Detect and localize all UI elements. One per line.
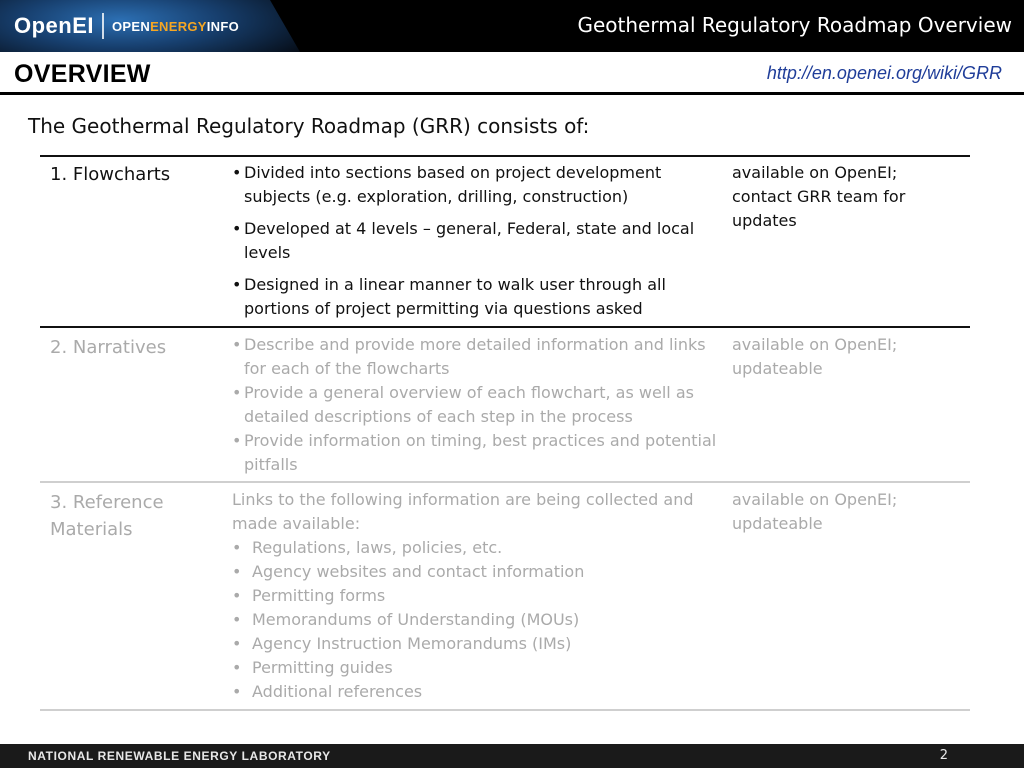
- header-bar: [0, 0, 1024, 52]
- row-reference-label-line1: 3. Reference: [50, 492, 164, 513]
- list-item: • Agency websites and contact information: [232, 560, 722, 584]
- section-title: OVERVIEW: [14, 60, 151, 88]
- footer-bar: [0, 744, 1024, 768]
- row-flowcharts-details: [232, 161, 722, 321]
- row-reference-status: available on OpenEI; updateable: [732, 490, 898, 533]
- list-item: • Designed in a linear manner to walk user through all portions of project permitting via questions asked: [232, 273, 722, 321]
- table-bottom-rule: [40, 709, 970, 711]
- list-item: • Describe and provide more detailed information and links for each of the flowcharts: [232, 333, 722, 381]
- row-narratives-details: [232, 333, 722, 477]
- grr-wiki-link[interactable]: http://en.openei.org/wiki/GRR: [766, 63, 1002, 83]
- row-divider-1: [40, 326, 970, 328]
- row-narratives-label: 2. Narratives: [50, 337, 167, 358]
- row-narratives-status: available on OpenEI; updateable: [732, 335, 898, 378]
- intro-text: The Geothermal Regulatory Roadmap (GRR) consists of:: [28, 114, 590, 138]
- slide-header-title: Geothermal Regulatory Roadmap Overview: [577, 13, 1012, 37]
- list-item: • Developed at 4 levels – general, Federal, state and local levels: [232, 217, 722, 265]
- list-item: • Agency Instruction Memorandums (IMs): [232, 632, 722, 656]
- row-divider-2: [40, 481, 970, 483]
- list-item: • Permitting guides: [232, 656, 722, 680]
- row-reference-label-line2: Materials: [50, 519, 133, 540]
- logo-main-text: OpenEI: [14, 13, 95, 38]
- logo-sub-text: OPENENERGYINFO: [112, 18, 240, 34]
- row-flowcharts-label: 1. Flowcharts: [50, 164, 171, 185]
- openei-logo[interactable]: [14, 13, 239, 39]
- title-rule: [0, 92, 1024, 95]
- list-item: • Regulations, laws, policies, etc.: [232, 536, 722, 560]
- list-item: • Additional references: [232, 680, 722, 704]
- page-number: 2: [939, 748, 948, 763]
- row-reference-lead: Links to the following information are being collected and made available:: [232, 490, 694, 533]
- row-flowcharts-status: available on OpenEI; contact GRR team for updates: [732, 163, 906, 230]
- list-item: • Permitting forms: [232, 584, 722, 608]
- row-reference-details: [232, 488, 722, 704]
- table-top-rule: [40, 155, 970, 157]
- list-item: • Memorandums of Understanding (MOUs): [232, 608, 722, 632]
- footer-org: NATIONAL RENEWABLE ENERGY LABORATORY: [28, 749, 331, 763]
- list-item: • Provide information on timing, best practices and potential pitfalls: [232, 429, 722, 477]
- row-reference-label: [50, 489, 164, 543]
- logo-divider: [102, 13, 104, 39]
- list-item: • Divided into sections based on project development subjects (e.g. exploration, drilling, construction): [232, 161, 722, 209]
- list-item: • Provide a general overview of each flowchart, as well as detailed descriptions of each step in the process: [232, 381, 722, 429]
